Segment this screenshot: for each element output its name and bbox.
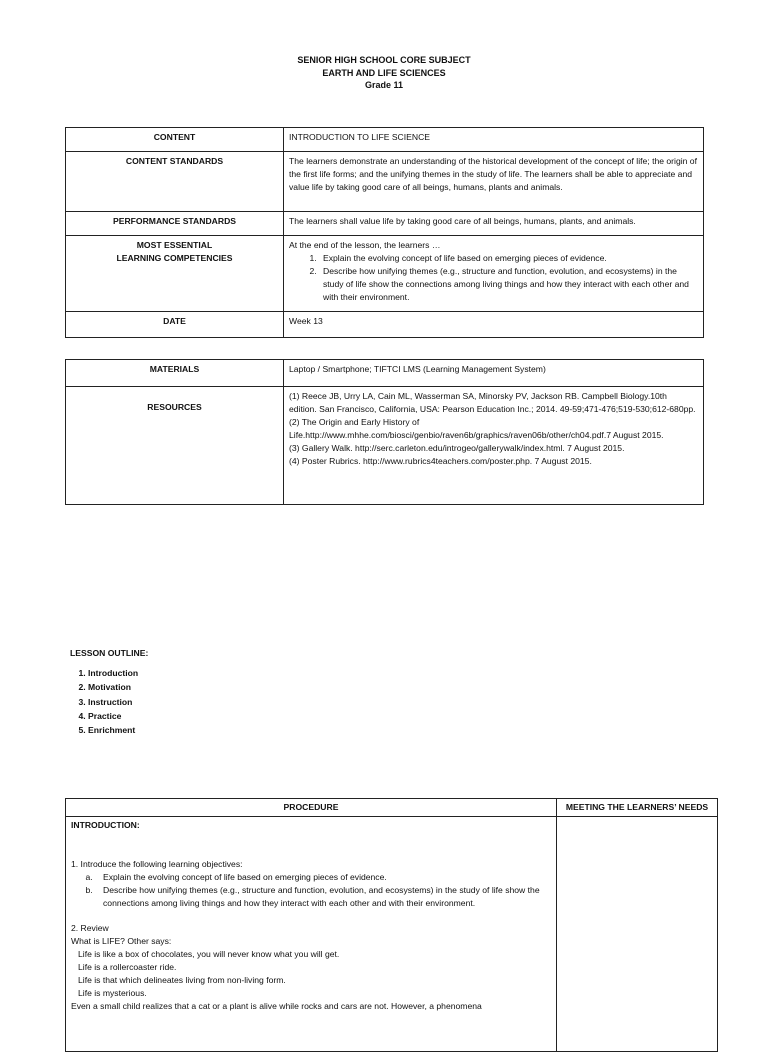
procedure-header: PROCEDURE [66,799,557,817]
review-heading: 2. Review [71,923,109,933]
procedure-cell [66,817,557,1052]
header-subject: EARTH AND LIFE SCIENCES [322,67,446,78]
introduction-heading: INTRODUCTION: [71,820,140,830]
competencies-label [66,236,284,312]
life-saying: Life is like a box of chocolates, you will never know what you will get. [78,949,340,959]
performance-standards-label: PERFORMANCE STANDARDS [66,212,284,236]
learners-needs-cell [557,817,718,1052]
objectives-intro: 1. Introduce the following learning objectives: [71,859,243,869]
lesson-outline-title: LESSON OUTLINE: [70,648,149,658]
outline-item: 4. Practice [88,709,138,723]
competencies-value [284,236,704,312]
competencies-intro: At the end of the lesson, the learners … [289,240,441,250]
content-label: CONTENT [66,128,284,152]
closing-text: Even a small child realizes that a cat or a plant is alive while rocks and cars are not. However, a phenomena [71,1001,482,1011]
date-value: Week 13 [284,312,704,338]
resource-item: (4) Poster Rubrics. http://www.rubrics4teachers.com/poster.php. 7 August 2015. [289,456,592,466]
resource-item: (2) The Origin and Early History of Life.http://www.mhhe.com/biosci/genbio/raven6b/graphics/raven06b/other/ch04.pdf.7 August 2015. [289,417,664,440]
competencies-label-line2: LEARNING COMPETENCIES [116,253,233,263]
content-value: INTRODUCTION TO LIFE SCIENCE [284,128,704,152]
date-label: DATE [66,312,284,338]
competency-item: 1. Explain the evolving concept of life based on emerging pieces of evidence. [319,252,697,265]
content-standards-label: CONTENT STANDARDS [66,152,284,212]
outline-item: 5. Enrichment [88,723,138,737]
content-standards-value: The learners demonstrate an understanding of the historical development of the concept of life; the origin of the first life forms; and the unifying themes in the study of life. The learners shall be able to appreciate and value life by taking good care of all beings, humans, plants and animals. [284,152,704,212]
competencies-label-line1: MOST ESSENTIAL [136,240,213,250]
resource-item: (3) Gallery Walk. http://serc.carleton.edu/introgeo/gallerywalk/index.html. 7 August 2015. [289,443,625,453]
lesson-info-table [65,127,704,338]
performance-standards-value: The learners shall value life by taking good care of all beings, humans, plants, and animals. [284,212,704,236]
resources-label: RESOURCES [66,387,284,505]
materials-label: MATERIALS [66,360,284,387]
learners-needs-header: MEETING THE LEARNERS’ NEEDS [557,799,718,817]
procedure-table [65,798,718,1052]
life-saying: Life is that which delineates living from non-living form. [78,975,286,985]
objective-item: a. Explain the evolving concept of life based on emerging pieces of evidence. [95,871,551,884]
lesson-outline-list [70,666,138,737]
life-saying: Life is a rollercoaster ride. [78,962,177,972]
outline-item: 3. Instruction [88,695,138,709]
header-subject-type: SENIOR HIGH SCHOOL CORE SUBJECT [297,55,471,65]
what-is-life: What is LIFE? Other says: [71,936,172,946]
objective-item: b. Describe how unifying themes (e.g., structure and function, evolution, and ecosystems) in the study of life show the connections among living things and how they interact with each other and with their environment. [95,884,551,910]
life-saying: Life is mysterious. [78,988,147,998]
competencies-list [289,252,697,304]
header-grade: Grade 11 [364,80,404,90]
objectives-list [71,871,551,910]
resource-item: (1) Reece JB, Urry LA, Cain ML, Wasserman SA, Minorsky PV, Jackson RB. Campbell Biology.10th edition. San Francisco, California, USA: Pearson Education Inc.; 2014. 49-59;471-476;519-530;612-680pp. [289,391,696,414]
outline-item: 2. Motivation [88,680,138,694]
materials-value: Laptop / Smartphone; TIFTCI LMS (Learning Management System) [284,360,704,387]
resources-value [284,387,704,505]
materials-table [65,359,704,505]
document-header [0,54,768,92]
outline-item: 1. Introduction [88,666,138,680]
competency-item: 2. Describe how unifying themes (e.g., structure and function, evolution, and ecosystems) in the study of life show the connections among living things and how they interact with each other and with their environment. [319,265,697,304]
